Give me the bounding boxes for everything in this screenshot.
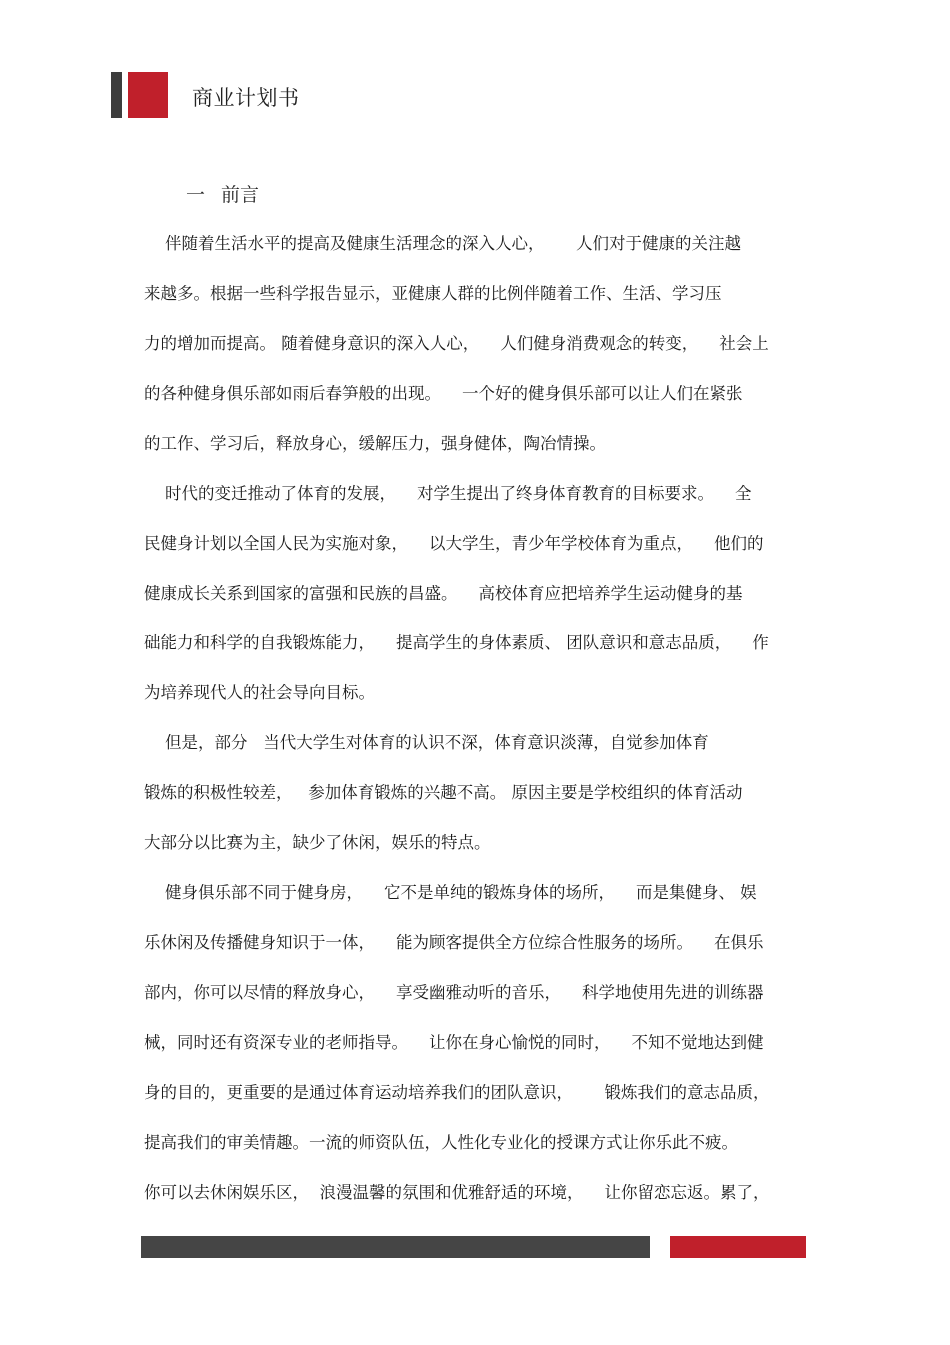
section-title: 前言 [221,184,260,206]
text-line: 健康成长关系到国家的富强和民族的昌盛。 高校体育应把培养学生运动健身的基 [144,584,743,603]
text-line: 械，同时还有资深专业的老师指导。 让你在身心愉悦的同时， 不知不觉地达到健 [144,1033,764,1052]
text-line: 的各种健身俱乐部如雨后春笋般的出现。 一个好的健身俱乐部可以让人们在紧张 [144,384,743,403]
text-line: 力的增加而提高。 随着健身意识的深入人心， 人们健身消费观念的转变， 社会上 [144,334,769,353]
header-mark-red-block [128,72,168,118]
text-line: 健身俱乐部不同于健身房， 它不是单纯的锻炼身体的场所， 而是集健身、 娱 [144,883,757,902]
text-line: 民健身计划以全国人民为实施对象， 以大学生，青少年学校体育为重点， 他们的 [144,534,764,553]
text-line: 础能力和科学的自我锻炼能力， 提高学生的身体素质、 团队意识和意志品质， 作 [144,633,769,652]
text-line: 为培养现代人的社会导向目标。 [144,683,375,702]
text-line: 提高我们的审美情趣。一流的师资队伍，人性化专业化的授课方式让你乐此不疲。 [144,1133,738,1152]
text-line: 你可以去休闲娱乐区， 浪漫温馨的氛围和优雅舒适的环境， 让你留恋忘返。累了， [144,1183,770,1202]
text-line: 大部分以比赛为主，缺少了休闲，娱乐的特点。 [144,833,491,852]
text-line: 伴随着生活水平的提高及健康生活理念的深入人心， 人们对于健康的关注越 [144,234,741,253]
text-line: 来越多。根据一些科学报告显示，亚健康人群的比例伴随着工作、生活、学习压 [144,284,722,303]
text-line: 锻炼的积极性较差， 参加体育锻炼的兴趣不高。 原因主要是学校组织的体育活动 [144,783,743,802]
document-title: 商业计划书 [192,86,300,110]
text-line: 时代的变迁推动了体育的发展， 对学生提出了终身体育教育的目标要求。 全 [144,484,752,503]
text-line: 身的目的，更重要的是通过体育运动培养我们的团队意识， 锻炼我们的意志品质， [144,1083,770,1102]
footer-red-bar [670,1236,806,1258]
text-line: 乐休闲及传播健身知识于一体， 能为顾客提供全方位综合性服务的场所。 在俱乐 [144,933,764,952]
section-number: 一 [186,184,206,206]
text-line: 但是，部分 当代大学生对体育的认识不深，体育意识淡薄，自觉参加体育 [144,733,709,752]
text-line: 的工作、学习后，释放身心，缓解压力，强身健体，陶冶情操。 [144,434,606,453]
header-mark-dark-bar [111,72,122,118]
footer-dark-bar [141,1236,650,1258]
text-line: 部内，你可以尽情的释放身心， 享受幽雅动听的音乐， 科学地使用先进的训练器 [144,983,764,1002]
section-heading [186,180,259,207]
